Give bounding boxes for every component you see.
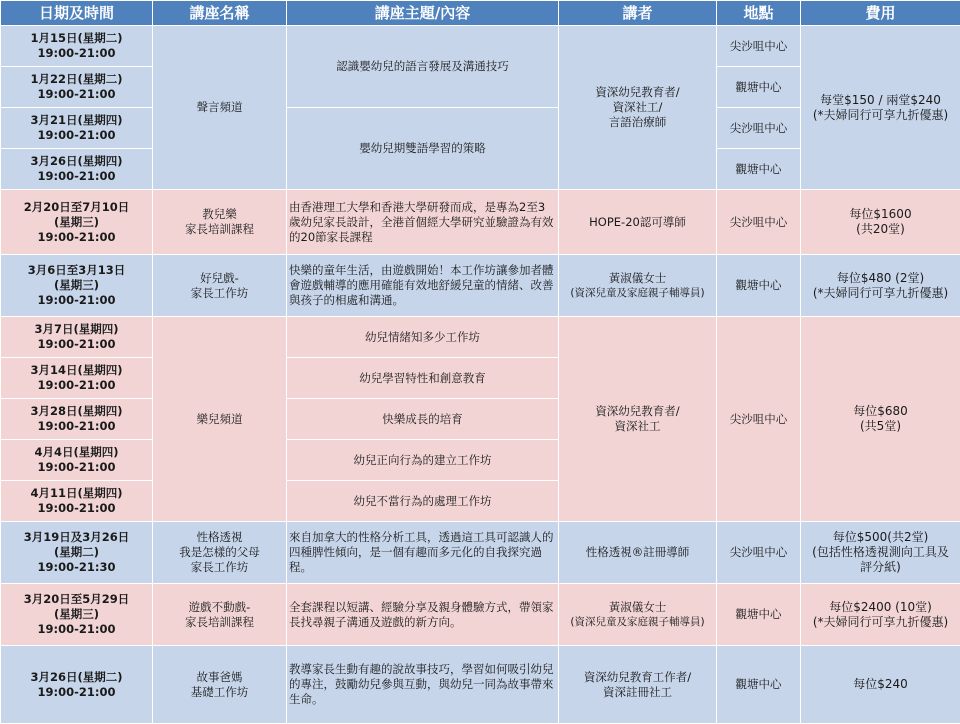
location-cell: 尖沙咀中心 [717, 317, 801, 522]
topic-cell: 幼兒正向行為的建立工作坊 [287, 440, 559, 481]
date-cell: 1月22日(星期二) 19:00-21:00 [1, 67, 153, 108]
date-cell: 3月28日(星期四) 19:00-21:00 [1, 399, 153, 440]
header-location: 地點 [717, 1, 801, 26]
location-cell: 觀塘中心 [717, 255, 801, 317]
speaker-cell: 資深幼兒教育者/ 資深社工 [559, 317, 717, 522]
content-cell: 來自加拿大的性格分析工具，透過這工具可認識人的四種脾性傾向，是一個有趣而多元化的自我探究過程。 [287, 522, 559, 584]
header-speaker: 講者 [559, 1, 717, 26]
fee-cell: 每位$240 [801, 646, 960, 724]
speaker-cell: 資深幼兒教育者/ 資深社工/ 言語治療師 [559, 26, 717, 190]
location-cell: 觀塘中心 [717, 67, 801, 108]
fee-cell: 每位$2400 (10堂) (*夫婦同行可享九折優惠) [801, 584, 960, 646]
location-cell: 觀塘中心 [717, 584, 801, 646]
content-cell: 快樂的童年生活，由遊戲開始！本工作坊讓參加者體會遊戲輔導的應用確能有效地舒緩兒童的情緒、改善與孩子的相處和溝通。 [287, 255, 559, 317]
header-date: 日期及時間 [1, 1, 153, 26]
date-cell: 4月11日(星期四) 19:00-21:00 [1, 481, 153, 522]
location-cell: 尖沙咀中心 [717, 522, 801, 584]
date-cell: 3月6日至3月13日 (星期三) 19:00-21:00 [1, 255, 153, 317]
fee-cell: 每位$500(共2堂) (包括性格透視測向工具及 評分紙) [801, 522, 960, 584]
date-cell: 4月4日(星期四) 19:00-21:00 [1, 440, 153, 481]
course-name-cell: 樂兒頻道 [153, 317, 287, 522]
header-fee: 費用 [801, 1, 960, 26]
content-cell: 全套課程以短講、經驗分享及親身體驗方式，帶領家長找尋親子溝通及遊戲的新方向。 [287, 584, 559, 646]
header-topic: 講座主題/內容 [287, 1, 559, 26]
topic-cell: 幼兒不當行為的處理工作坊 [287, 481, 559, 522]
table-row [1, 646, 960, 724]
table-row [1, 317, 960, 358]
content-cell: 教導家長生動有趣的說故事技巧，學習如何吸引幼兒的專注，鼓勵幼兒參與互動，與幼兒一同為故事帶來生命。 [287, 646, 559, 724]
table-row [1, 584, 960, 646]
date-cell: 3月20日至5月29日 (星期三) 19:00-21:00 [1, 584, 153, 646]
course-name-cell: 故事爸媽 基礎工作坊 [153, 646, 287, 724]
date-cell: 3月19日及3月26日 (星期二) 19:00-21:30 [1, 522, 153, 584]
speaker-cell: 資深幼兒教育工作者/ 資深註冊社工 [559, 646, 717, 724]
table-row [1, 522, 960, 584]
location-cell: 尖沙咀中心 [717, 108, 801, 149]
date-cell: 3月26日(星期二) 19:00-21:00 [1, 646, 153, 724]
date-cell: 3月7日(星期四) 19:00-21:00 [1, 317, 153, 358]
course-name-cell: 聲言頻道 [153, 26, 287, 190]
fee-cell: 每位$680 (共5堂) [801, 317, 960, 522]
fee-cell: 每位$480 (2堂) (*夫婦同行可享九折優惠) [801, 255, 960, 317]
speaker-cell: 黃淑儀女士 (資深兒童及家庭親子輔導員) [559, 584, 717, 646]
course-name-cell: 教兒樂 家長培訓課程 [153, 190, 287, 255]
course-name-cell: 好兒戲- 家長工作坊 [153, 255, 287, 317]
content-cell: 由香港理工大學和香港大學研發而成，是專為2至3歲幼兒家長設計，全港首個經大學研究並驗證為有效的20節家長課程 [287, 190, 559, 255]
topic-cell: 幼兒情緒知多少工作坊 [287, 317, 559, 358]
topic-cell: 認識嬰幼兒的語言發展及溝通技巧 [287, 26, 559, 108]
table-row [1, 26, 960, 67]
location-cell: 觀塘中心 [717, 149, 801, 190]
speaker-cell: 性格透視®註冊導師 [559, 522, 717, 584]
course-name-cell: 性格透視 我是怎樣的父母 家長工作坊 [153, 522, 287, 584]
location-cell: 尖沙咀中心 [717, 190, 801, 255]
date-cell: 2月20日至7月10日 (星期三) 19:00-21:00 [1, 190, 153, 255]
header-row [1, 1, 960, 26]
topic-cell: 快樂成長的培育 [287, 399, 559, 440]
location-cell: 觀塘中心 [717, 646, 801, 724]
header-name: 講座名稱 [153, 1, 287, 26]
date-cell: 1月15日(星期二) 19:00-21:00 [1, 26, 153, 67]
course-name-cell: 遊戲不動戲- 家長培訓課程 [153, 584, 287, 646]
date-cell: 3月14日(星期四) 19:00-21:00 [1, 358, 153, 399]
location-cell: 尖沙咀中心 [717, 26, 801, 67]
fee-cell: 每堂$150 / 兩堂$240 (*夫婦同行可享九折優惠) [801, 26, 960, 190]
table-row [1, 255, 960, 317]
fee-cell: 每位$1600 (共20堂) [801, 190, 960, 255]
topic-cell: 幼兒學習特性和創意教育 [287, 358, 559, 399]
speaker-cell: 黃淑儀女士 (資深兒童及家庭親子輔導員) [559, 255, 717, 317]
date-cell: 3月26日(星期四) 19:00-21:00 [1, 149, 153, 190]
speaker-cell: HOPE-20認可導師 [559, 190, 717, 255]
topic-cell: 嬰幼兒期雙語學習的策略 [287, 108, 559, 190]
table-row [1, 190, 960, 255]
date-cell: 3月21日(星期四) 19:00-21:00 [1, 108, 153, 149]
